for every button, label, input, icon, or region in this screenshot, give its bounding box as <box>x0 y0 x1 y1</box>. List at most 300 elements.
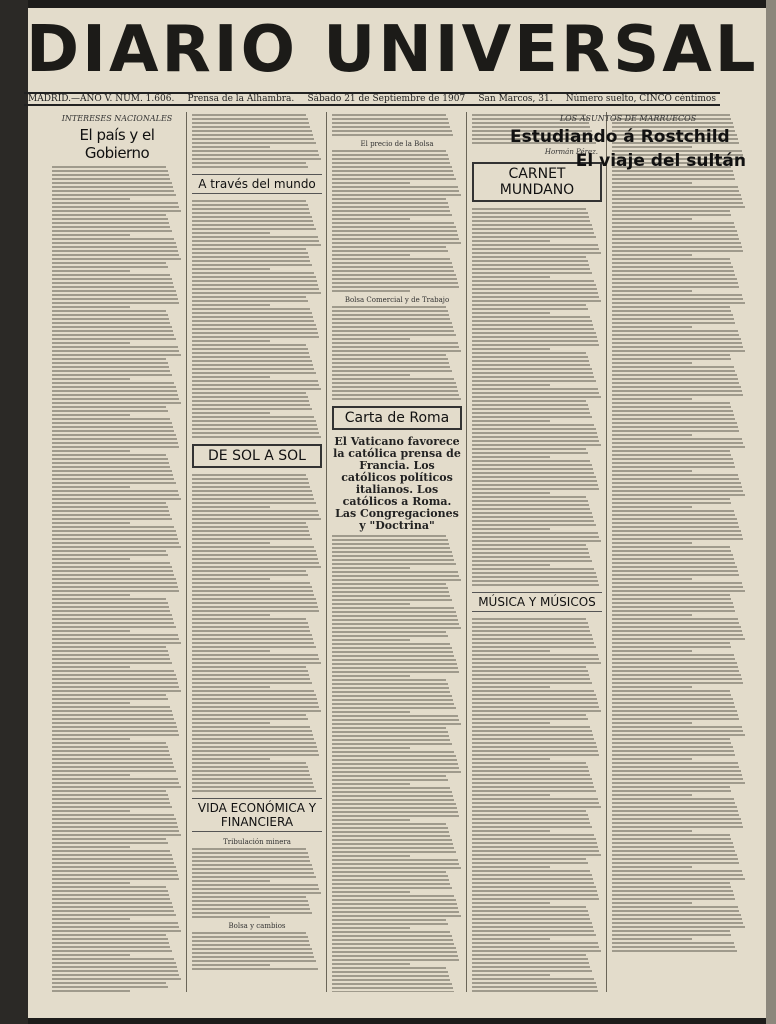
text-line <box>612 662 737 664</box>
text-line <box>332 262 452 264</box>
text-line <box>472 304 586 306</box>
text-line <box>332 194 461 196</box>
text-line <box>332 859 458 861</box>
text-line <box>472 906 586 908</box>
text-line <box>472 220 590 222</box>
text-line <box>332 134 453 136</box>
text-line <box>612 754 735 756</box>
text-line <box>192 562 319 564</box>
text-line <box>332 382 456 384</box>
text-line <box>612 714 738 716</box>
text-line <box>472 706 599 708</box>
text-line <box>192 638 313 640</box>
text-line <box>612 750 734 752</box>
text-line <box>192 944 310 946</box>
text-line <box>52 270 130 272</box>
text-line <box>332 342 458 344</box>
text-line <box>472 890 597 892</box>
text-line <box>192 670 308 672</box>
text-line <box>332 362 449 364</box>
text-line <box>472 642 594 644</box>
text-line <box>472 424 594 426</box>
article-body <box>192 114 322 168</box>
text-line <box>192 892 321 894</box>
text-line <box>192 960 316 962</box>
text-line <box>192 598 316 600</box>
text-line <box>192 340 270 342</box>
text-line <box>472 380 596 382</box>
text-line <box>612 526 739 528</box>
text-line <box>192 848 306 850</box>
text-line <box>192 690 314 692</box>
text-line <box>612 718 739 720</box>
text-line <box>612 218 692 220</box>
text-line <box>472 580 598 582</box>
text-line <box>332 567 410 569</box>
text-line <box>612 442 743 444</box>
text-line <box>192 150 318 152</box>
text-line <box>332 991 454 992</box>
text-line <box>332 963 410 965</box>
text-line <box>52 558 130 560</box>
text-line <box>52 398 179 400</box>
text-line <box>52 290 176 292</box>
text-line <box>332 951 457 953</box>
text-line <box>192 884 318 886</box>
column-rule <box>326 112 327 992</box>
text-line <box>612 534 742 536</box>
text-line <box>612 942 734 944</box>
text-line <box>332 122 449 124</box>
text-line <box>52 486 130 488</box>
text-line <box>192 324 316 326</box>
banner-headline: Estudiando á Rostchild <box>510 127 730 147</box>
text-line <box>612 586 743 588</box>
text-line <box>192 666 306 668</box>
text-line <box>192 570 306 572</box>
text-line <box>612 230 737 232</box>
text-line <box>612 882 730 884</box>
text-line <box>192 408 312 410</box>
text-line <box>332 278 457 280</box>
text-line <box>52 234 130 236</box>
text-line <box>52 522 130 524</box>
text-line <box>52 306 130 308</box>
text-line <box>332 667 458 669</box>
text-line <box>612 874 743 876</box>
text-line <box>52 494 179 496</box>
text-line <box>192 586 312 588</box>
text-line <box>52 686 179 688</box>
text-line <box>192 248 306 250</box>
text-line <box>332 907 458 909</box>
text-line <box>52 238 174 240</box>
text-line <box>52 990 130 992</box>
text-line <box>332 535 446 537</box>
text-line <box>192 498 314 500</box>
text-line <box>612 394 743 396</box>
text-line <box>332 619 458 621</box>
text-line <box>612 538 743 540</box>
text-line <box>472 352 586 354</box>
text-line <box>52 914 176 916</box>
text-line <box>472 854 601 856</box>
text-line <box>472 428 596 430</box>
text-line <box>612 666 738 668</box>
text-line <box>192 538 312 540</box>
text-line <box>192 416 314 418</box>
text-line <box>332 675 410 677</box>
text-line <box>192 952 313 954</box>
text-line <box>52 854 172 856</box>
text-line <box>52 898 170 900</box>
text-line <box>52 866 176 868</box>
kicker: INTERESES NACIONALES <box>61 114 173 123</box>
text-line <box>612 582 742 584</box>
text-line <box>192 490 312 492</box>
text-line <box>612 598 731 600</box>
text-line <box>612 438 742 440</box>
text-line <box>612 814 739 816</box>
text-line <box>52 922 178 924</box>
text-line <box>472 882 594 884</box>
text-line <box>52 742 166 744</box>
text-line <box>612 390 742 392</box>
text-line <box>192 686 270 688</box>
text-line <box>612 506 692 508</box>
text-line <box>52 382 174 384</box>
text-line <box>332 815 459 817</box>
text-line <box>52 390 177 392</box>
text-line <box>612 246 742 248</box>
text-line <box>332 390 458 392</box>
text-line <box>332 663 457 665</box>
text-line <box>612 562 735 564</box>
text-line <box>612 206 745 208</box>
text-line <box>472 388 598 390</box>
text-line <box>472 626 589 628</box>
text-line <box>332 266 453 268</box>
text-line <box>332 927 410 929</box>
text-line <box>472 738 594 740</box>
text-line <box>192 316 313 318</box>
text-line <box>612 946 735 948</box>
text-line <box>472 216 589 218</box>
text-line <box>472 208 586 210</box>
text-line <box>612 454 731 456</box>
text-line <box>52 630 130 632</box>
text-line <box>472 622 588 624</box>
text-line <box>332 983 452 985</box>
text-line <box>612 302 745 304</box>
text-line <box>52 970 178 972</box>
text-line <box>612 870 742 872</box>
column-4 <box>472 112 602 992</box>
text-line <box>612 790 731 792</box>
text-line <box>332 659 456 661</box>
text-line <box>612 502 731 504</box>
text-line <box>332 623 459 625</box>
text-line <box>192 158 321 160</box>
text-line <box>472 460 590 462</box>
text-line <box>472 794 550 796</box>
text-line <box>52 326 172 328</box>
text-line <box>612 746 733 748</box>
text-line <box>332 190 459 192</box>
text-line <box>192 654 318 656</box>
text-line <box>52 562 170 564</box>
text-line <box>472 512 592 514</box>
text-line <box>192 682 312 684</box>
text-line <box>612 602 733 604</box>
text-line <box>332 162 450 164</box>
text-line <box>472 432 597 434</box>
text-line <box>472 320 592 322</box>
text-line <box>472 822 590 824</box>
text-line <box>332 743 452 745</box>
text-line <box>192 114 306 116</box>
text-line <box>332 947 456 949</box>
text-line <box>612 422 737 424</box>
text-line <box>472 344 599 346</box>
article-body <box>332 114 462 136</box>
text-line <box>52 842 168 844</box>
text-line <box>332 234 458 236</box>
text-line <box>192 328 317 330</box>
text-line <box>192 590 313 592</box>
text-line <box>52 722 176 724</box>
text-line <box>332 643 450 645</box>
text-line <box>52 690 181 692</box>
article-headline: Carta de Roma <box>332 406 462 430</box>
text-line <box>192 738 314 740</box>
text-line <box>332 226 456 228</box>
text-line <box>192 868 313 870</box>
text-line <box>472 492 550 494</box>
text-line <box>612 806 737 808</box>
text-line <box>52 378 130 380</box>
text-line <box>612 470 692 472</box>
text-line <box>192 710 321 712</box>
text-line <box>52 222 169 224</box>
text-line <box>332 939 453 941</box>
text-line <box>612 578 692 580</box>
text-line <box>192 554 317 556</box>
text-line <box>472 898 599 900</box>
text-line <box>472 524 596 526</box>
text-line <box>192 372 316 374</box>
text-line <box>332 787 450 789</box>
text-line <box>472 814 588 816</box>
text-line <box>612 894 734 896</box>
text-line <box>52 910 174 912</box>
text-line <box>52 538 178 540</box>
text-line <box>332 174 454 176</box>
text-line <box>52 858 173 860</box>
text-line <box>332 803 456 805</box>
text-line <box>472 958 588 960</box>
text-line <box>472 308 588 310</box>
text-line <box>192 162 306 164</box>
text-line <box>52 834 181 836</box>
text-line <box>52 782 179 784</box>
text-line <box>52 614 172 616</box>
text-line <box>612 670 739 672</box>
text-line <box>52 730 178 732</box>
text-line <box>332 915 461 917</box>
text-line <box>612 862 739 864</box>
text-line <box>332 154 448 156</box>
text-line <box>612 850 735 852</box>
text-line <box>472 452 588 454</box>
text-line <box>192 718 308 720</box>
text-line <box>332 731 448 733</box>
text-line <box>612 802 735 804</box>
text-line <box>612 550 731 552</box>
text-line <box>612 298 743 300</box>
text-line <box>192 606 318 608</box>
text-line <box>472 710 601 712</box>
text-line <box>332 214 452 216</box>
text-line <box>612 418 735 420</box>
text-line <box>472 464 592 466</box>
text-line <box>332 539 448 541</box>
text-line <box>472 332 596 334</box>
text-line <box>612 426 738 428</box>
text-line <box>52 358 166 360</box>
text-line <box>472 516 593 518</box>
text-line <box>192 412 270 414</box>
text-line <box>472 548 588 550</box>
text-line <box>52 506 168 508</box>
text-line <box>612 466 735 468</box>
text-line <box>52 794 168 796</box>
text-line <box>612 630 742 632</box>
text-line <box>472 662 601 664</box>
text-line <box>612 486 742 488</box>
text-line <box>612 546 730 548</box>
text-line <box>192 948 312 950</box>
text-line <box>192 268 270 270</box>
text-line <box>52 610 170 612</box>
text-line <box>472 954 586 956</box>
text-line <box>332 274 456 276</box>
text-line <box>192 276 316 278</box>
text-line <box>612 818 741 820</box>
text-line <box>192 742 316 744</box>
text-line <box>332 238 459 240</box>
text-line <box>612 798 734 800</box>
text-line <box>332 563 456 565</box>
text-line <box>332 767 459 769</box>
article-body <box>52 166 182 992</box>
text-line <box>612 210 730 212</box>
text-line <box>612 190 739 192</box>
text-line <box>52 954 130 956</box>
text-line <box>472 962 589 964</box>
text-line <box>52 870 177 872</box>
text-line <box>472 212 588 214</box>
text-line <box>472 540 601 542</box>
text-line <box>192 348 308 350</box>
text-line <box>472 830 550 832</box>
text-line <box>52 210 181 212</box>
text-line <box>192 478 308 480</box>
text-line <box>192 486 310 488</box>
text-line <box>52 766 174 768</box>
text-line <box>332 334 456 336</box>
text-line <box>332 114 446 116</box>
text-line <box>192 312 312 314</box>
text-line <box>472 634 592 636</box>
text-line <box>192 770 309 772</box>
text-line <box>472 376 594 378</box>
text-line <box>192 256 309 258</box>
text-line <box>192 662 321 664</box>
section-headline: A través del mundo <box>192 174 322 194</box>
text-line <box>472 678 590 680</box>
text-line <box>612 614 692 616</box>
text-line <box>612 622 739 624</box>
text-line <box>52 790 166 792</box>
text-line <box>472 838 596 840</box>
text-line <box>612 658 735 660</box>
text-line <box>332 695 452 697</box>
column-2 <box>192 112 322 992</box>
text-line <box>192 726 310 728</box>
text-line <box>612 270 734 272</box>
text-line <box>612 726 742 728</box>
text-line <box>612 238 739 240</box>
binding-gutter <box>0 0 28 1024</box>
text-line <box>612 854 737 856</box>
text-line <box>472 500 588 502</box>
text-line <box>52 846 130 848</box>
text-line <box>192 240 319 242</box>
text-line <box>332 735 449 737</box>
text-line <box>192 154 319 156</box>
text-line <box>472 646 596 648</box>
text-line <box>332 779 448 781</box>
text-line <box>472 974 550 976</box>
text-line <box>612 462 734 464</box>
text-line <box>612 478 739 480</box>
text-line <box>612 342 742 344</box>
text-line <box>52 662 172 664</box>
text-line <box>52 590 179 592</box>
text-line <box>192 518 321 520</box>
text-line <box>472 576 597 578</box>
text-line <box>332 867 461 869</box>
text-line <box>52 218 168 220</box>
text-line <box>332 166 452 168</box>
text-line <box>612 450 730 452</box>
text-line <box>612 214 731 216</box>
text-line <box>52 758 172 760</box>
text-line <box>192 550 316 552</box>
text-line <box>332 222 454 224</box>
text-line <box>472 798 598 800</box>
text-line <box>52 606 169 608</box>
text-line <box>472 918 590 920</box>
text-line <box>332 551 452 553</box>
text-line <box>52 738 130 740</box>
text-line <box>52 386 176 388</box>
text-line <box>192 746 317 748</box>
text-line <box>332 835 450 837</box>
text-line <box>472 228 593 230</box>
text-line <box>192 574 308 576</box>
